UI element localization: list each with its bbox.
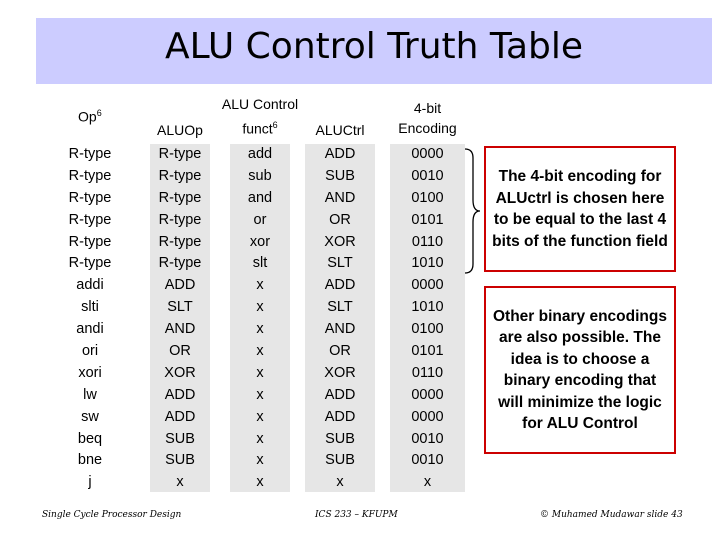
op-cell: j bbox=[88, 474, 92, 491]
aluop-cell: SUB bbox=[165, 430, 195, 447]
aluctrl-cell: AND bbox=[324, 189, 356, 206]
aluctrl-cell: ADD bbox=[324, 408, 356, 425]
funct-cell: x bbox=[256, 408, 264, 425]
encoding-cell: 0101 bbox=[411, 211, 444, 228]
slide-title: ALU Control Truth Table bbox=[164, 26, 584, 67]
encoding-cell: 1010 bbox=[411, 299, 444, 316]
op-cell: addi bbox=[76, 277, 104, 294]
funct-cell: x bbox=[256, 364, 264, 381]
footer-left: Single Cycle Processor Design bbox=[42, 510, 182, 520]
aluop-header: ALUOp bbox=[157, 122, 203, 138]
aluctrl-cell: ADD bbox=[324, 386, 356, 403]
op-cell: R-type bbox=[68, 211, 112, 228]
funct-cell: x bbox=[256, 386, 264, 403]
op-cell: bne bbox=[77, 452, 103, 469]
op-cell: lw bbox=[83, 386, 97, 403]
aluctrl-cell: SUB bbox=[325, 430, 355, 447]
aluctrl-cell: ADD bbox=[324, 277, 356, 294]
encoding-cell: 0110 bbox=[411, 233, 444, 250]
funct-cell: x bbox=[256, 343, 264, 360]
encoding-cell: 0000 bbox=[411, 408, 444, 425]
funct-cell: x bbox=[256, 321, 264, 338]
encoding-cell: 0101 bbox=[411, 343, 444, 360]
encoding-cell: 0100 bbox=[411, 321, 444, 338]
op-cell: andi bbox=[76, 321, 104, 338]
op-header: Op$^6$ bbox=[78, 108, 102, 125]
encoding-note: The 4-bit encoding for ALUctrl is chosen here to be equal to the last 4 bits of the function field bbox=[484, 146, 676, 272]
aluop-cell: SLT bbox=[167, 299, 193, 316]
funct-header: funct$^6$ bbox=[242, 120, 278, 137]
encoding-cell: 0010 bbox=[411, 430, 444, 447]
aluctrl-cell: XOR bbox=[324, 364, 356, 381]
funct-cell: x bbox=[256, 299, 264, 316]
aluop-cell: R-type bbox=[158, 255, 202, 272]
encoding-cell: 0000 bbox=[411, 146, 444, 162]
encoding-cell: 0000 bbox=[411, 277, 444, 294]
encoding-cell: x bbox=[423, 474, 432, 491]
aluctrl-cell: SLT bbox=[327, 299, 353, 316]
op-cell: sw bbox=[81, 408, 99, 425]
encoding-cell: 1010 bbox=[411, 255, 444, 272]
aluop-cell: ADD bbox=[164, 277, 196, 294]
funct-cell: xor bbox=[249, 233, 271, 250]
footer-right: © Muhamed Mudawar slide 43 bbox=[540, 510, 683, 520]
aluop-cell: R-type bbox=[158, 146, 202, 162]
truth-table bbox=[50, 92, 465, 500]
aluop-column bbox=[150, 144, 210, 494]
op-column bbox=[50, 144, 130, 494]
aluctrl-column bbox=[305, 144, 375, 494]
op-cell: R-type bbox=[68, 255, 112, 272]
funct-cell: sub bbox=[248, 167, 272, 184]
aluop-cell: R-type bbox=[158, 211, 202, 228]
aluop-cell: SUB bbox=[165, 452, 195, 469]
aluop-cell: AND bbox=[164, 321, 196, 338]
encoding-cell: 0000 bbox=[411, 386, 444, 403]
funct-cell: x bbox=[256, 474, 264, 491]
aluctrl-cell: XOR bbox=[324, 233, 356, 250]
funct-cell: x bbox=[256, 430, 264, 447]
aluctrl-cell: ADD bbox=[324, 146, 356, 162]
op-cell: R-type bbox=[68, 189, 112, 206]
encoding-header-line2: Encoding bbox=[398, 120, 457, 136]
footer-center: ICS 233 – KFUPM bbox=[315, 510, 398, 520]
aluop-cell: R-type bbox=[158, 189, 202, 206]
aluctrl-cell: OR bbox=[329, 343, 351, 360]
encoding-cell: 0110 bbox=[411, 364, 444, 381]
encoding-cell: 0100 bbox=[411, 189, 444, 206]
aluctrl-cell: x bbox=[336, 474, 344, 491]
aluctrl-header: ALUCtrl bbox=[315, 122, 365, 138]
aluctrl-cell: OR bbox=[329, 211, 351, 228]
aluop-cell: XOR bbox=[164, 364, 196, 381]
funct-cell: x bbox=[256, 277, 264, 294]
op-cell: beq bbox=[77, 430, 103, 447]
aluop-cell: ADD bbox=[164, 408, 196, 425]
aluop-cell: R-type bbox=[158, 167, 202, 184]
funct-cell: x bbox=[256, 452, 264, 469]
aluop-cell: R-type bbox=[158, 233, 202, 250]
funct-cell: or bbox=[253, 211, 267, 228]
encoding-header-line1: 4-bit bbox=[413, 100, 442, 116]
funct-column bbox=[230, 144, 290, 494]
funct-cell: slt bbox=[252, 255, 268, 272]
aluctrl-cell: AND bbox=[324, 321, 356, 338]
alternative-encoding-note: Other binary encodings are also possible. The idea is to choose a binary encoding that will minimize the logic for ALU Control bbox=[484, 286, 676, 454]
op-cell: xori bbox=[78, 364, 102, 381]
op-cell: R-type bbox=[68, 146, 112, 162]
aluop-cell: ADD bbox=[164, 386, 196, 403]
op-cell: R-type bbox=[68, 233, 112, 250]
encoding-column bbox=[390, 144, 465, 494]
op-cell: R-type bbox=[68, 167, 112, 184]
aluop-cell: x bbox=[176, 474, 184, 491]
right-brace-icon bbox=[464, 148, 482, 274]
op-cell: ori bbox=[81, 343, 99, 360]
aluctrl-cell: SLT bbox=[327, 255, 353, 272]
op-cell: slti bbox=[81, 299, 99, 316]
funct-cell: and bbox=[247, 189, 273, 206]
encoding-cell: 0010 bbox=[411, 452, 444, 469]
aluctrl-cell: SUB bbox=[325, 167, 355, 184]
encoding-cell: 0010 bbox=[411, 167, 444, 184]
aluop-cell: OR bbox=[169, 343, 191, 360]
alu-control-header: ALU Control bbox=[221, 96, 299, 112]
funct-cell: add bbox=[247, 146, 273, 162]
aluctrl-cell: SUB bbox=[325, 452, 355, 469]
